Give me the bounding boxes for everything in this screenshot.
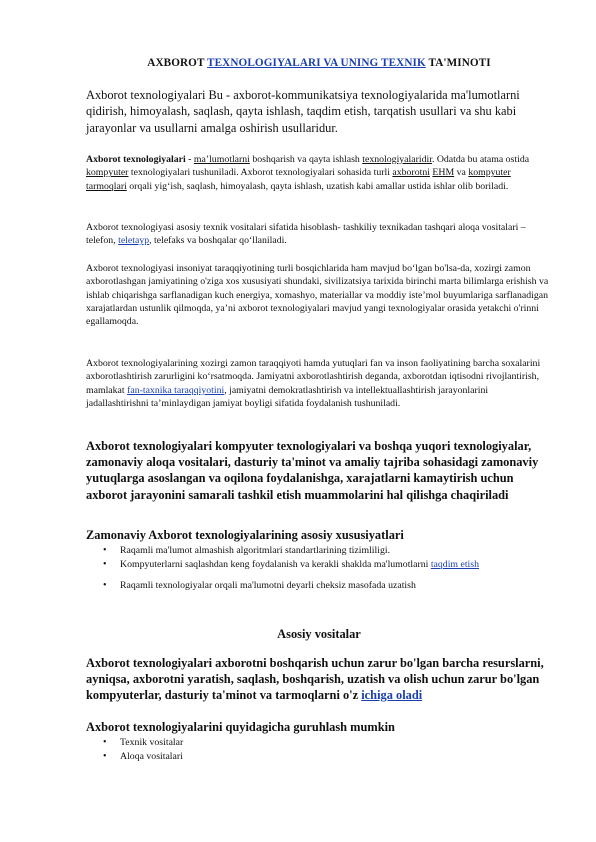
assets-text: Axborot texnologiyalari axborotni boshqarish uchun zarur bo'lgan barcha resurslarni, ayniqsa, axborotni yaratish, saqlash, boshqarish, uzatish va olish uchun zarur bo'lgan kompyuterlar, dasturiy ta'minot va tarmoqlarni o'z bbox=[86, 656, 544, 703]
link-ehm[interactable]: EHM bbox=[432, 167, 455, 179]
definition-paragraph bbox=[86, 153, 552, 193]
list-item bbox=[86, 737, 552, 750]
def-text-6: orqali yig‘ish, saqlash, himoyalash, qayta ishlash, uzatish kabi amallar ustida ishlar olib boriladi. bbox=[126, 180, 509, 192]
link-kompyuter-tarmoqlari[interactable]: kompyuter tarmoqlari bbox=[86, 167, 511, 192]
link-malumotlarni[interactable]: ma’lumotlarni bbox=[193, 154, 250, 165]
progress-paragraph bbox=[86, 357, 552, 410]
bullet-icon: • bbox=[103, 750, 107, 762]
bullet-icon: • bbox=[103, 545, 107, 556]
page-title bbox=[86, 57, 552, 69]
link-kompyuter[interactable]: kompyuter bbox=[86, 167, 129, 179]
feature-1-text: Raqamli ma'lumot almashish algoritmlari standartlarining tizimliligi. bbox=[120, 545, 391, 556]
link-fan-taxnika[interactable]: fan-taxnika taraqqiyotini bbox=[127, 384, 225, 396]
grouping-heading: Axborot texnologiyalarini quyidagicha guruhlash mumkin bbox=[86, 720, 395, 734]
history-paragraph: Axborot texnologiyasi insoniyat taraqqiyotining turli bosqichlarida ham mavjud bo‘lgan bo'lsa-da, xozirgi zamon axborotlashgan jamiyatining o'ziga xos xususiyati shundaki, sivilizatsiya tarixida birinchi marta bilimlarga erishish va ishlab chiqarishga sarflanadigan kuch energiya, xomashyo, materiallar va moddiy iste’mol buyumlariga sarflanadigan xarajatlardan ustunlik qilmoqda, ya’ni axborot texnologiyalari mavjud yangi texnologiyalar orasida yetakchi o'rinni egallamoqda. bbox=[86, 263, 549, 328]
title-suffix: TA'MINOTI bbox=[425, 57, 491, 69]
list-item bbox=[86, 559, 552, 572]
group-1-text: Texnik vositalar bbox=[120, 737, 184, 748]
link-texnologiyalaridir[interactable]: texnologiyalaridir bbox=[362, 154, 432, 165]
def-text-1: boshqarish va qayta ishlash bbox=[249, 154, 363, 165]
def-text-5: va bbox=[454, 167, 469, 179]
def-text-3: texnologiyalari tushuniladi. Axborot texnologiyalari sohasida turli bbox=[128, 167, 393, 179]
feature-3-text: Raqamli texnologiyalar orqali ma'lumotni deyarli cheksiz masofada uzatish bbox=[120, 580, 416, 592]
link-axborotni[interactable]: axborotni bbox=[392, 167, 430, 179]
progress-text-2: , jamiyatni demokratlashtirish va intellektuallashtirish jarayonlarini jadallashtirishni ta’minlaydigan jamiyat boyligi sifatida foydalanish tushuniladi. bbox=[86, 384, 489, 409]
assets-paragraph bbox=[86, 655, 552, 704]
bullet-icon: • bbox=[103, 737, 107, 748]
link-taqdim-etish[interactable]: taqdim etish bbox=[430, 558, 479, 570]
def-text-2: . Odatda bu atama ostida bbox=[431, 154, 530, 165]
title-link[interactable]: TEXNOLOGIYALARI VA UNING TEXNIK bbox=[207, 57, 426, 69]
tools-text-1: Axborot texnologiyasi asosiy texnik vositalari sifatida hisoblash- tashkiliy texnikadan tashqari aloqa vositalari – telefon, bbox=[86, 222, 526, 247]
progress-text-1: Axborot texnologiyalarining xozirgi zamon taraqqiyoti hamda yutuqlari fan va inson faoliyatining barcha soxalarini axborotlashtirish zarurligini ko‘rsatmoqda. Jamiyatni axborotlashtirish deganda, axborotdan iqtisodni rivojlantirish, mamlakat bbox=[86, 358, 541, 396]
groups-list bbox=[86, 737, 552, 763]
definition-term: Axborot texnologiyalari - bbox=[86, 154, 194, 165]
link-ichiga-oladi[interactable]: ichiga oladi bbox=[361, 688, 423, 703]
features-heading: Zamonaviy Axborot texnologiyalarining asosiy xususiyatlari bbox=[86, 528, 404, 542]
bold-summary-paragraph: Axborot texnologiyalari kompyuter texnologiyalari va boshqa yuqori texnologiyalar, zamonaviy aloqa vositalari, dasturiy ta'minot va amaliy tajriba sohasidagi zamonaviy yutuqlarga asoslangan va oqilona foydalanishga, xarajatlarni kamaytirish uchun axborot jarayonini samarali tashkil etish muammolarini hal qilishga chaqiriladi bbox=[86, 439, 539, 502]
features-list bbox=[86, 545, 552, 593]
list-item bbox=[86, 580, 552, 593]
link-teletayp[interactable]: teletayp bbox=[118, 235, 150, 247]
intro-paragraph: Axborot texnologiyalari Bu - axborot-kommunikatsiya texnologiyalarida ma'lumotlarni qidirish, himoyalash, saqlash, qayta ishlash, taqdim etish, tarqatish usullari va shu kabi jarayonlar va usullarni amalga oshirish usullaridur. bbox=[86, 88, 520, 135]
tools-paragraph bbox=[86, 221, 552, 248]
bullet-icon: • bbox=[103, 558, 107, 570]
list-item bbox=[86, 751, 552, 764]
feature-2-text: Kompyuterlarni saqlashdan keng foydalanish va kerakli shaklda ma'lumotlarni bbox=[120, 558, 431, 570]
assets-heading: Asosiy vositalar bbox=[277, 627, 361, 641]
bullet-icon: • bbox=[103, 580, 107, 592]
group-2-text: Aloqa vositalari bbox=[120, 750, 183, 762]
tools-text-2: , telefaks va boshqalar qo‘llaniladi. bbox=[149, 235, 287, 247]
list-item bbox=[86, 545, 552, 558]
title-prefix: AXBOROT bbox=[147, 57, 208, 69]
